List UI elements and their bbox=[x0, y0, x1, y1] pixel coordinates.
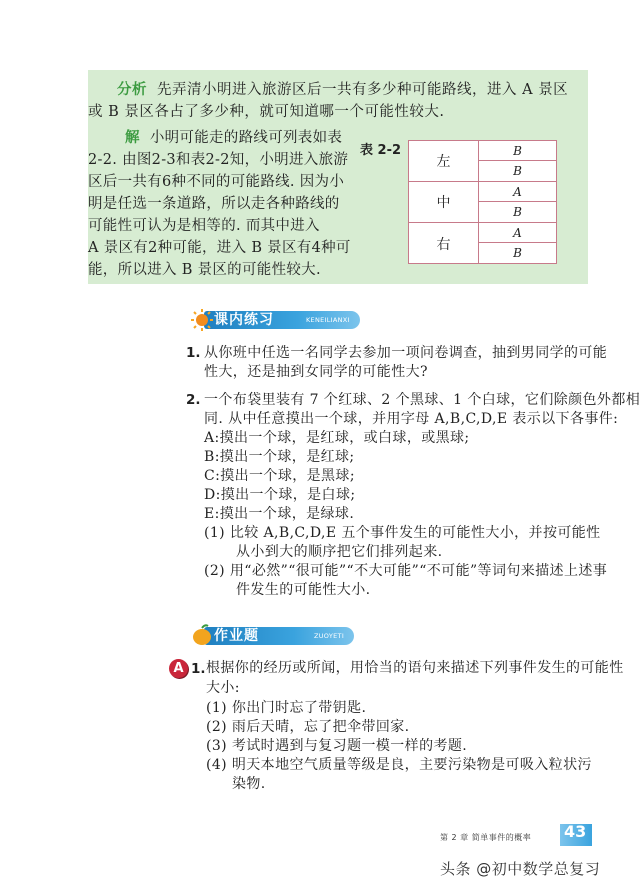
spot-cell: A bbox=[479, 182, 556, 202]
practice-q2-line: B:摸出一个球，是红球; bbox=[204, 449, 355, 465]
analysis-label: 分析 bbox=[117, 82, 147, 98]
table-row bbox=[409, 141, 556, 182]
question-number: 2. bbox=[186, 392, 201, 408]
homework-subtitle: ZUOYETI bbox=[314, 632, 345, 640]
road-cell: 左 bbox=[409, 141, 479, 181]
solution-line-2: 区后一共有6种不同的可能路线. 因为小 bbox=[88, 174, 345, 190]
practice-q2-line: 从小到大的顺序把它们排列起来. bbox=[236, 544, 443, 560]
solution-line-0: 小明可能走的路线可列表如表 bbox=[149, 130, 343, 146]
solution-paragraph bbox=[88, 127, 360, 281]
spot-cell: B bbox=[479, 141, 556, 161]
table-caption: 表 2-2 bbox=[360, 143, 402, 158]
homework-line: (4) 明天本地空气质量等级是良，主要污染物是可吸入粒状污 bbox=[206, 757, 592, 773]
practice-q1-line: 性大，还是抽到女同学的可能性大? bbox=[204, 364, 428, 380]
analysis-line-1: 先弄清小明进入旅游区后一共有多少种可能路线，进入 A 景区 bbox=[157, 82, 569, 98]
question-number: 1. bbox=[186, 345, 201, 361]
spot-cell: B bbox=[513, 246, 522, 260]
solution-line-1: 2-2. 由图2-3和表2-2知，小明进入旅游 bbox=[88, 152, 349, 168]
route-table bbox=[408, 140, 557, 264]
practice-q2-line: 同. 从中任意摸出一个球，并用字母 A,B,C,D,E 表示以下各事件: bbox=[204, 411, 619, 427]
solution-line-6: 能，所以进入 B 景区的可能性较大. bbox=[88, 262, 321, 278]
practice-q2-line: (2) 用“必然”“很可能”“不大可能”“不可能”等词句来描述上述事 bbox=[204, 563, 608, 579]
road-cell: 中 bbox=[409, 182, 479, 222]
homework-line: (2) 雨后天晴，忘了把伞带回家. bbox=[206, 719, 410, 735]
practice-title: 课内练习 bbox=[214, 312, 274, 328]
practice-q2-line: 件发生的可能性大小. bbox=[236, 582, 371, 598]
homework-title: 作业题 bbox=[214, 628, 259, 644]
homework-line: (1) 你出门时忘了带钥匙. bbox=[206, 700, 367, 716]
practice-header bbox=[190, 309, 360, 331]
watermark: 头条 @初中数学总复习 bbox=[440, 860, 601, 878]
page-number: 43 bbox=[564, 822, 587, 841]
solution-label: 解 bbox=[125, 130, 140, 146]
table-row bbox=[409, 223, 556, 264]
practice-q2-line: A:摸出一个球，是红球，或白球，或黑球; bbox=[204, 430, 470, 446]
level-a-badge: A bbox=[169, 659, 188, 678]
practice-subtitle: KENEILIANXI bbox=[306, 316, 350, 324]
practice-q2-line: C:摸出一个球，是黑球; bbox=[204, 468, 355, 484]
spot-cell: A bbox=[479, 223, 556, 243]
practice-q2-line: D:摸出一个球，是白球; bbox=[204, 487, 356, 503]
analysis-paragraph bbox=[88, 79, 577, 123]
practice-q2-line: 一个布袋里装有 7 个红球、2 个黑球、1 个白球，它们除颜色外都相 bbox=[204, 392, 640, 408]
spot-cell: B bbox=[513, 205, 522, 219]
solution-line-5: A 景区有2种可能，进入 B 景区有4种可 bbox=[88, 240, 351, 256]
analysis-line-2: 或 B 景区各占了多少种，就可知道哪一个可能性较大. bbox=[88, 104, 445, 120]
practice-q2-line: (1) 比较 A,B,C,D,E 五个事件发生的可能性大小，并按可能性 bbox=[204, 525, 601, 541]
road-cell: 右 bbox=[409, 223, 479, 264]
practice-q2-line: E:摸出一个球，是绿球. bbox=[204, 506, 355, 522]
homework-line: (3) 考试时遇到与复习题一模一样的考题. bbox=[206, 738, 468, 754]
sun-icon bbox=[190, 308, 214, 332]
solution-line-3: 明是任选一条道路，所以走各种路线的 bbox=[88, 196, 340, 212]
homework-header bbox=[190, 625, 360, 647]
homework-line: 根据你的经历或所闻，用恰当的语句来描述下列事件发生的可能性 bbox=[206, 660, 624, 676]
solution-line-4: 可能性可认为是相等的. 而其中进入 bbox=[88, 218, 320, 234]
spot-cell: B bbox=[513, 164, 522, 178]
question-number: 1. bbox=[191, 661, 206, 677]
homework-line: 大小: bbox=[206, 680, 240, 696]
homework-line: 染物. bbox=[232, 776, 266, 792]
table-row bbox=[409, 182, 556, 223]
practice-q1-line: 从你班中任选一名同学去参加一项问卷调查，抽到男同学的可能 bbox=[204, 345, 608, 361]
lemon-icon bbox=[190, 624, 214, 648]
chapter-footer: 第 2 章 简单事件的概率 bbox=[440, 833, 532, 842]
